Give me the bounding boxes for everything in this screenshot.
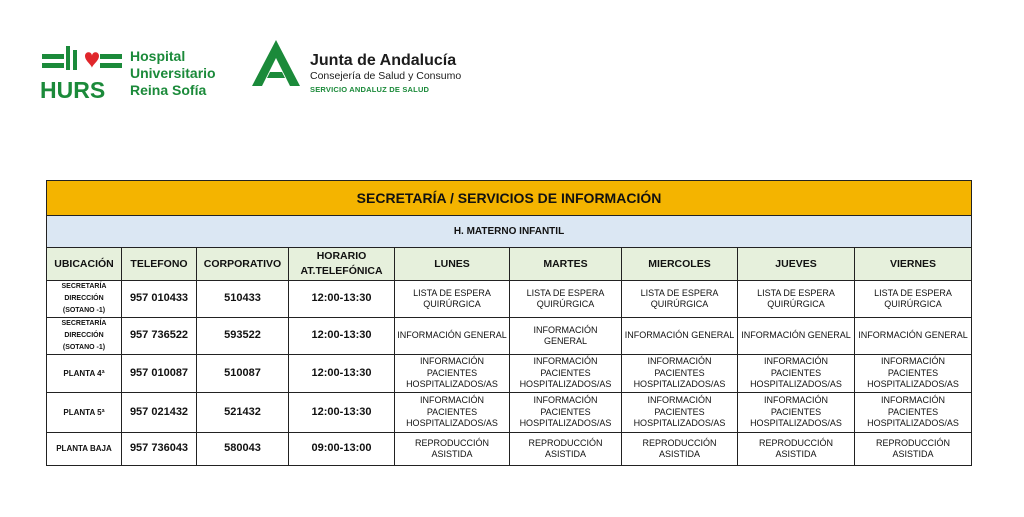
- cell-telefono: 957 736043: [122, 433, 197, 466]
- schedule-table: [46, 180, 972, 466]
- cell-ubicacion: PLANTA BAJA: [47, 433, 122, 466]
- cell-lunes: REPRODUCCIÓN ASISTIDA: [395, 433, 510, 466]
- cell-miercoles: INFORMACIÓN PACIENTES HOSPITALIZADOS/AS: [622, 393, 738, 433]
- hurs-logo: [40, 42, 230, 102]
- cell-horario: 12:00-13:30: [289, 393, 395, 433]
- cell-martes: INFORMACIÓN PACIENTES HOSPITALIZADOS/AS: [510, 355, 622, 393]
- header-horario: HORARIO AT.TELEFÓNICA: [289, 248, 395, 281]
- cell-ubicacion: SECRETARÍA DIRECCIÓN (SOTANO -1): [47, 281, 122, 318]
- cell-ubicacion: PLANTA 5ª: [47, 393, 122, 433]
- cell-horario: 12:00-13:30: [289, 355, 395, 393]
- cell-corporativo: 510433: [197, 281, 289, 318]
- cell-ubicacion: PLANTA 4ª: [47, 355, 122, 393]
- table-row: [47, 281, 972, 318]
- header-martes: MARTES: [510, 248, 622, 281]
- cell-viernes: INFORMACIÓN PACIENTES HOSPITALIZADOS/AS: [855, 393, 972, 433]
- cell-corporativo: 593522: [197, 318, 289, 355]
- cell-corporativo: 580043: [197, 433, 289, 466]
- header-corporativo: CORPORATIVO: [197, 248, 289, 281]
- header-ubicacion: UBICACIÓN: [47, 248, 122, 281]
- cell-jueves: INFORMACIÓN PACIENTES HOSPITALIZADOS/AS: [738, 355, 855, 393]
- cell-lunes: INFORMACIÓN GENERAL: [395, 318, 510, 355]
- cell-jueves: INFORMACIÓN GENERAL: [738, 318, 855, 355]
- table-row: [47, 393, 972, 433]
- junta-andalucia-logo: [250, 38, 480, 102]
- header-miercoles: MIERCOLES: [622, 248, 738, 281]
- header-viernes: VIERNES: [855, 248, 972, 281]
- cell-viernes: REPRODUCCIÓN ASISTIDA: [855, 433, 972, 466]
- cell-lunes: INFORMACIÓN PACIENTES HOSPITALIZADOS/AS: [395, 393, 510, 433]
- cell-miercoles: INFORMACIÓN PACIENTES HOSPITALIZADOS/AS: [622, 355, 738, 393]
- table-row: [47, 355, 972, 393]
- cell-lunes: INFORMACIÓN PACIENTES HOSPITALIZADOS/AS: [395, 355, 510, 393]
- junta-name: Junta de Andalucía: [310, 52, 457, 69]
- cell-jueves: INFORMACIÓN PACIENTES HOSPITALIZADOS/AS: [738, 393, 855, 433]
- header-lunes: LUNES: [395, 248, 510, 281]
- cell-telefono: 957 010087: [122, 355, 197, 393]
- cell-horario: 12:00-13:30: [289, 281, 395, 318]
- cell-ubicacion: SECRETARÍA DIRECCIÓN (SOTANO -1): [47, 318, 122, 355]
- section-title: H. MATERNO INFANTIL: [47, 216, 972, 248]
- cell-horario: 09:00-13:00: [289, 433, 395, 466]
- hurs-name-line-3: Reina Sofía: [130, 82, 207, 98]
- cell-miercoles: INFORMACIÓN GENERAL: [622, 318, 738, 355]
- junta-service: SERVICIO ANDALUZ DE SALUD: [310, 85, 430, 94]
- hurs-abbr: HURS: [40, 77, 106, 102]
- cell-telefono: 957 010433: [122, 281, 197, 318]
- cell-miercoles: REPRODUCCIÓN ASISTIDA: [622, 433, 738, 466]
- cell-telefono: 957 736522: [122, 318, 197, 355]
- cell-viernes: INFORMACIÓN PACIENTES HOSPITALIZADOS/AS: [855, 355, 972, 393]
- cell-jueves: LISTA DE ESPERA QUIRÚRGICA: [738, 281, 855, 318]
- table-row: [47, 318, 972, 355]
- cell-martes: LISTA DE ESPERA QUIRÚRGICA: [510, 281, 622, 318]
- junta-a-emblem-icon: [250, 38, 302, 88]
- header-row: [47, 248, 972, 281]
- table-row: [47, 433, 972, 466]
- cell-martes: REPRODUCCIÓN ASISTIDA: [510, 433, 622, 466]
- hurs-emblem-icon: [40, 42, 126, 102]
- cell-lunes: LISTA DE ESPERA QUIRÚRGICA: [395, 281, 510, 318]
- table-title: SECRETARÍA / SERVICIOS DE INFORMACIÓN: [47, 181, 972, 216]
- header-telefono: TELEFONO: [122, 248, 197, 281]
- cell-telefono: 957 021432: [122, 393, 197, 433]
- cell-corporativo: 510087: [197, 355, 289, 393]
- cell-martes: INFORMACIÓN GENERAL: [510, 318, 622, 355]
- cell-corporativo: 521432: [197, 393, 289, 433]
- cell-viernes: LISTA DE ESPERA QUIRÚRGICA: [855, 281, 972, 318]
- hurs-name-line-2: Universitario: [130, 65, 216, 81]
- hurs-name-line-1: Hospital: [130, 48, 186, 64]
- cell-miercoles: LISTA DE ESPERA QUIRÚRGICA: [622, 281, 738, 318]
- cell-martes: INFORMACIÓN PACIENTES HOSPITALIZADOS/AS: [510, 393, 622, 433]
- junta-department: Consejería de Salud y Consumo: [310, 70, 462, 82]
- cell-jueves: REPRODUCCIÓN ASISTIDA: [738, 433, 855, 466]
- header-jueves: JUEVES: [738, 248, 855, 281]
- cell-horario: 12:00-13:30: [289, 318, 395, 355]
- cell-viernes: INFORMACIÓN GENERAL: [855, 318, 972, 355]
